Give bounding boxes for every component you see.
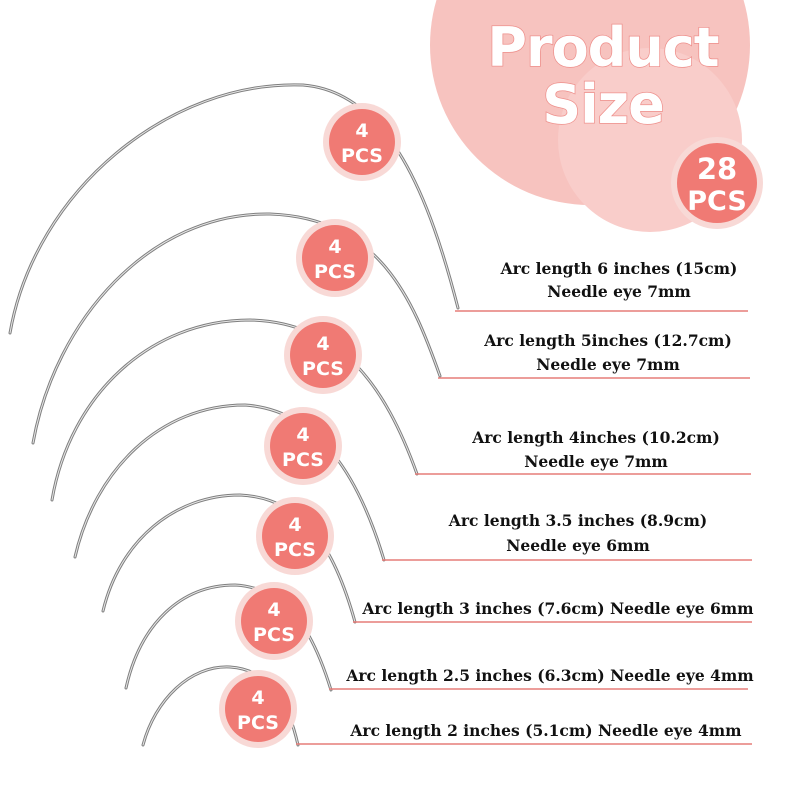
needle-spec-line1: Arc length 4inches (10.2cm) bbox=[472, 428, 720, 447]
total-count-badge bbox=[671, 137, 763, 229]
needle-spec-line1: Arc length 2.5 inches (6.3cm) Needle eye 4mm bbox=[346, 666, 754, 685]
count-badge-unit: PCS bbox=[274, 539, 316, 561]
count-badge-quantity: 4 bbox=[355, 120, 369, 142]
count-badge-unit: PCS bbox=[314, 261, 356, 283]
count-badge-quantity: 4 bbox=[316, 333, 330, 355]
needle-row bbox=[33, 214, 750, 443]
count-badge-quantity: 4 bbox=[267, 599, 281, 621]
count-badge-unit: PCS bbox=[341, 145, 383, 167]
needle-spec-line2: Needle eye 7mm bbox=[524, 452, 668, 471]
needle-spec-line1: Arc length 6 inches (15cm) bbox=[500, 259, 738, 278]
title-line-size: Size bbox=[542, 73, 664, 136]
count-badge-unit: PCS bbox=[282, 449, 324, 471]
count-badge-quantity: 4 bbox=[288, 514, 302, 536]
title-line-product: Product bbox=[487, 16, 719, 79]
needle-icon bbox=[52, 320, 417, 500]
needle-spec-line2: Needle eye 7mm bbox=[547, 282, 691, 301]
needle-icon bbox=[33, 214, 440, 443]
count-badge-unit: PCS bbox=[302, 358, 344, 380]
needle-spec-line1: Arc length 5inches (12.7cm) bbox=[484, 331, 732, 350]
needle-spec-line2: Needle eye 6mm bbox=[506, 536, 650, 555]
count-badge-quantity: 4 bbox=[328, 236, 342, 258]
count-badge-unit: PCS bbox=[253, 624, 295, 646]
count-badge-quantity: 4 bbox=[251, 687, 265, 709]
needle-spec-line1: Arc length 2 inches (5.1cm) Needle eye 4mm bbox=[350, 721, 742, 740]
total-quantity: 28 bbox=[696, 152, 738, 186]
needle-spec-line2: Needle eye 7mm bbox=[536, 355, 680, 374]
needle-spec-line1: Arc length 3.5 inches (8.9cm) bbox=[448, 511, 708, 530]
needle-spec-line1: Arc length 3 inches (7.6cm) Needle eye 6mm bbox=[362, 599, 754, 618]
total-unit: PCS bbox=[687, 186, 747, 217]
count-badge-quantity: 4 bbox=[296, 424, 310, 446]
count-badge-unit: PCS bbox=[237, 712, 279, 734]
